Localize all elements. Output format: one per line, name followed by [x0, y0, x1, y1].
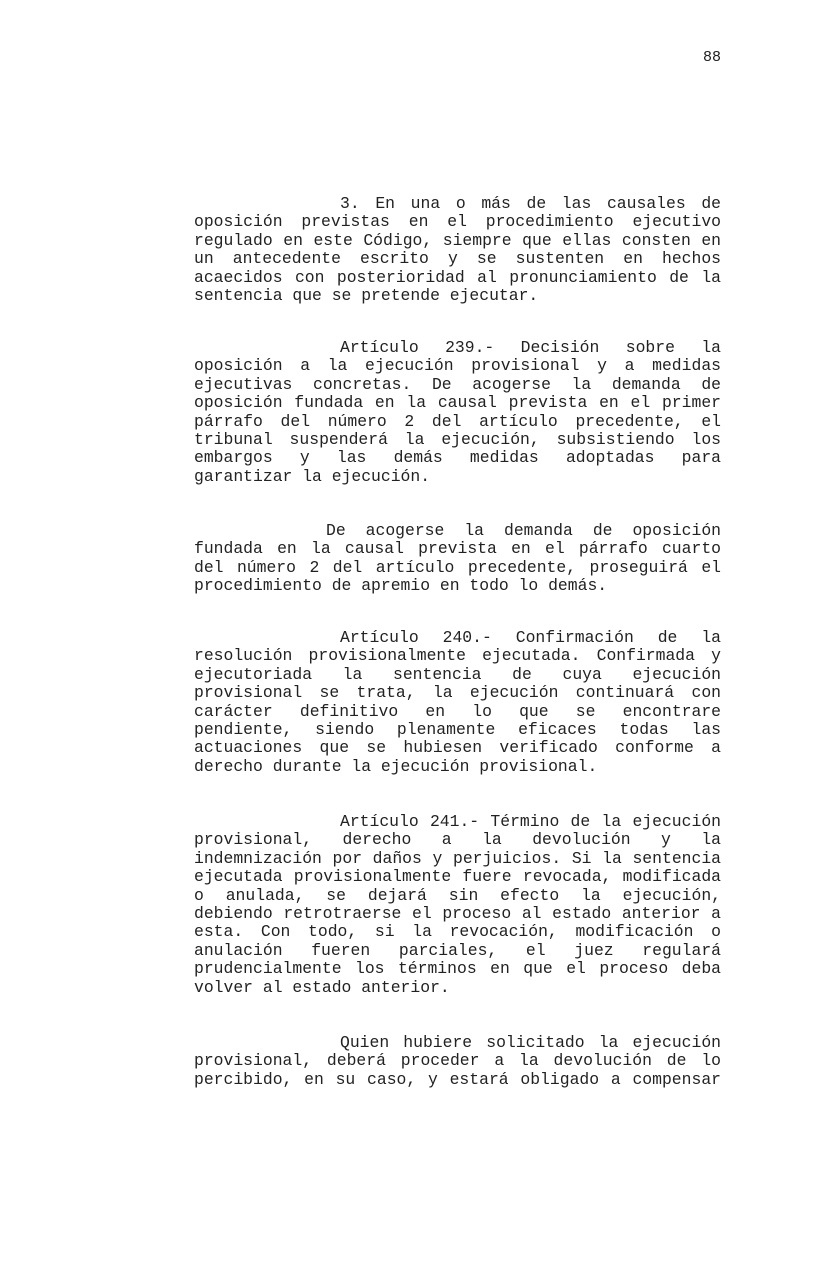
text-line: acaecidos con posterioridad al pronunciamiento de la [194, 267, 721, 287]
text-line: garantizar la ejecución. [194, 466, 431, 486]
text-line: Quien hubiere solicitado la ejecución [340, 1033, 721, 1052]
text-line: debiendo retrotraerse el proceso al estado anterior a [194, 903, 721, 923]
text-line: oposición fundada en la causal prevista en el primer [194, 393, 721, 413]
text-line: provisional, deberá proceder a la devolución de lo [194, 1051, 721, 1071]
text-line: resolución provisionalmente ejecutada. Confirmada y [194, 646, 721, 666]
text-line: o anulada, se dejará sin efecto la ejecución, [194, 885, 721, 905]
text-line: párrafo del número 2 del artículo precedente, el [194, 411, 721, 431]
text-line: oposición previstas en el procedimiento ejecutivo [194, 212, 721, 232]
paragraph-oposicion-cuarto [194, 522, 721, 596]
text-line: tribunal suspenderá la ejecución, subsistiendo los [194, 429, 721, 449]
paragraph-causal-3 [194, 195, 721, 305]
text-line: Artículo 241.- Término de la ejecución [340, 812, 721, 831]
text-line: un antecedente escrito y se sustenten en hechos [194, 249, 721, 269]
text-line: procedimiento de apremio en todo lo demás. [194, 576, 608, 596]
text-line: provisional, derecho a la devolución y la [194, 830, 721, 850]
text-line: De acogerse la demanda de oposición [326, 521, 721, 540]
text-line: 3. En una o más de las causales de [340, 194, 721, 213]
text-line: volver al estado anterior. [194, 977, 450, 997]
paragraph-devolucion [194, 1034, 721, 1089]
text-line: provisional se trata, la ejecución continuará con [194, 683, 721, 703]
text-line: embargos y las demás medidas adoptadas para [194, 448, 721, 468]
text-line: regulado en este Código, siempre que ellas consten en [194, 230, 721, 250]
text-line: Artículo 240.- Confirmación de la [340, 628, 721, 647]
text-line: ejecutada provisionalmente fuere revocada, modificada [194, 867, 721, 887]
text-line: carácter definitivo en lo que se encontrare [194, 701, 721, 721]
paragraph-articulo-240 [194, 629, 721, 776]
text-line: ejecutivas concretas. De acogerse la demanda de [194, 374, 721, 394]
text-line: indemnización por daños y perjuicios. Si la sentencia [194, 848, 721, 868]
text-line: Artículo 239.- Decisión sobre la [340, 338, 721, 357]
text-line: oposición a la ejecución provisional y a medidas [194, 356, 721, 376]
text-line: fundada en la causal prevista en el párrafo cuarto [194, 539, 721, 559]
text-line: esta. Con todo, si la revocación, modificación o [194, 922, 721, 942]
text-line: percibido, en su caso, y estará obligado a compensar [194, 1069, 721, 1089]
page-number: 88 [702, 49, 721, 66]
text-line: ejecutoriada la sentencia de cuya ejecución [194, 664, 721, 684]
text-line: derecho durante la ejecución provisional. [194, 756, 598, 776]
text-line: del número 2 del artículo precedente, proseguirá el [194, 557, 721, 577]
text-line: sentencia que se pretende ejecutar. [194, 285, 539, 305]
paragraph-articulo-241 [194, 813, 721, 997]
text-line: actuaciones que se hubiesen verificado conforme a [194, 738, 721, 758]
paragraph-articulo-239 [194, 339, 721, 486]
text-line: anulación fueren parciales, el juez regulará [194, 940, 721, 960]
text-line: prudencialmente los términos en que el proceso deba [194, 959, 721, 979]
text-line: pendiente, siendo plenamente eficaces todas las [194, 719, 721, 739]
